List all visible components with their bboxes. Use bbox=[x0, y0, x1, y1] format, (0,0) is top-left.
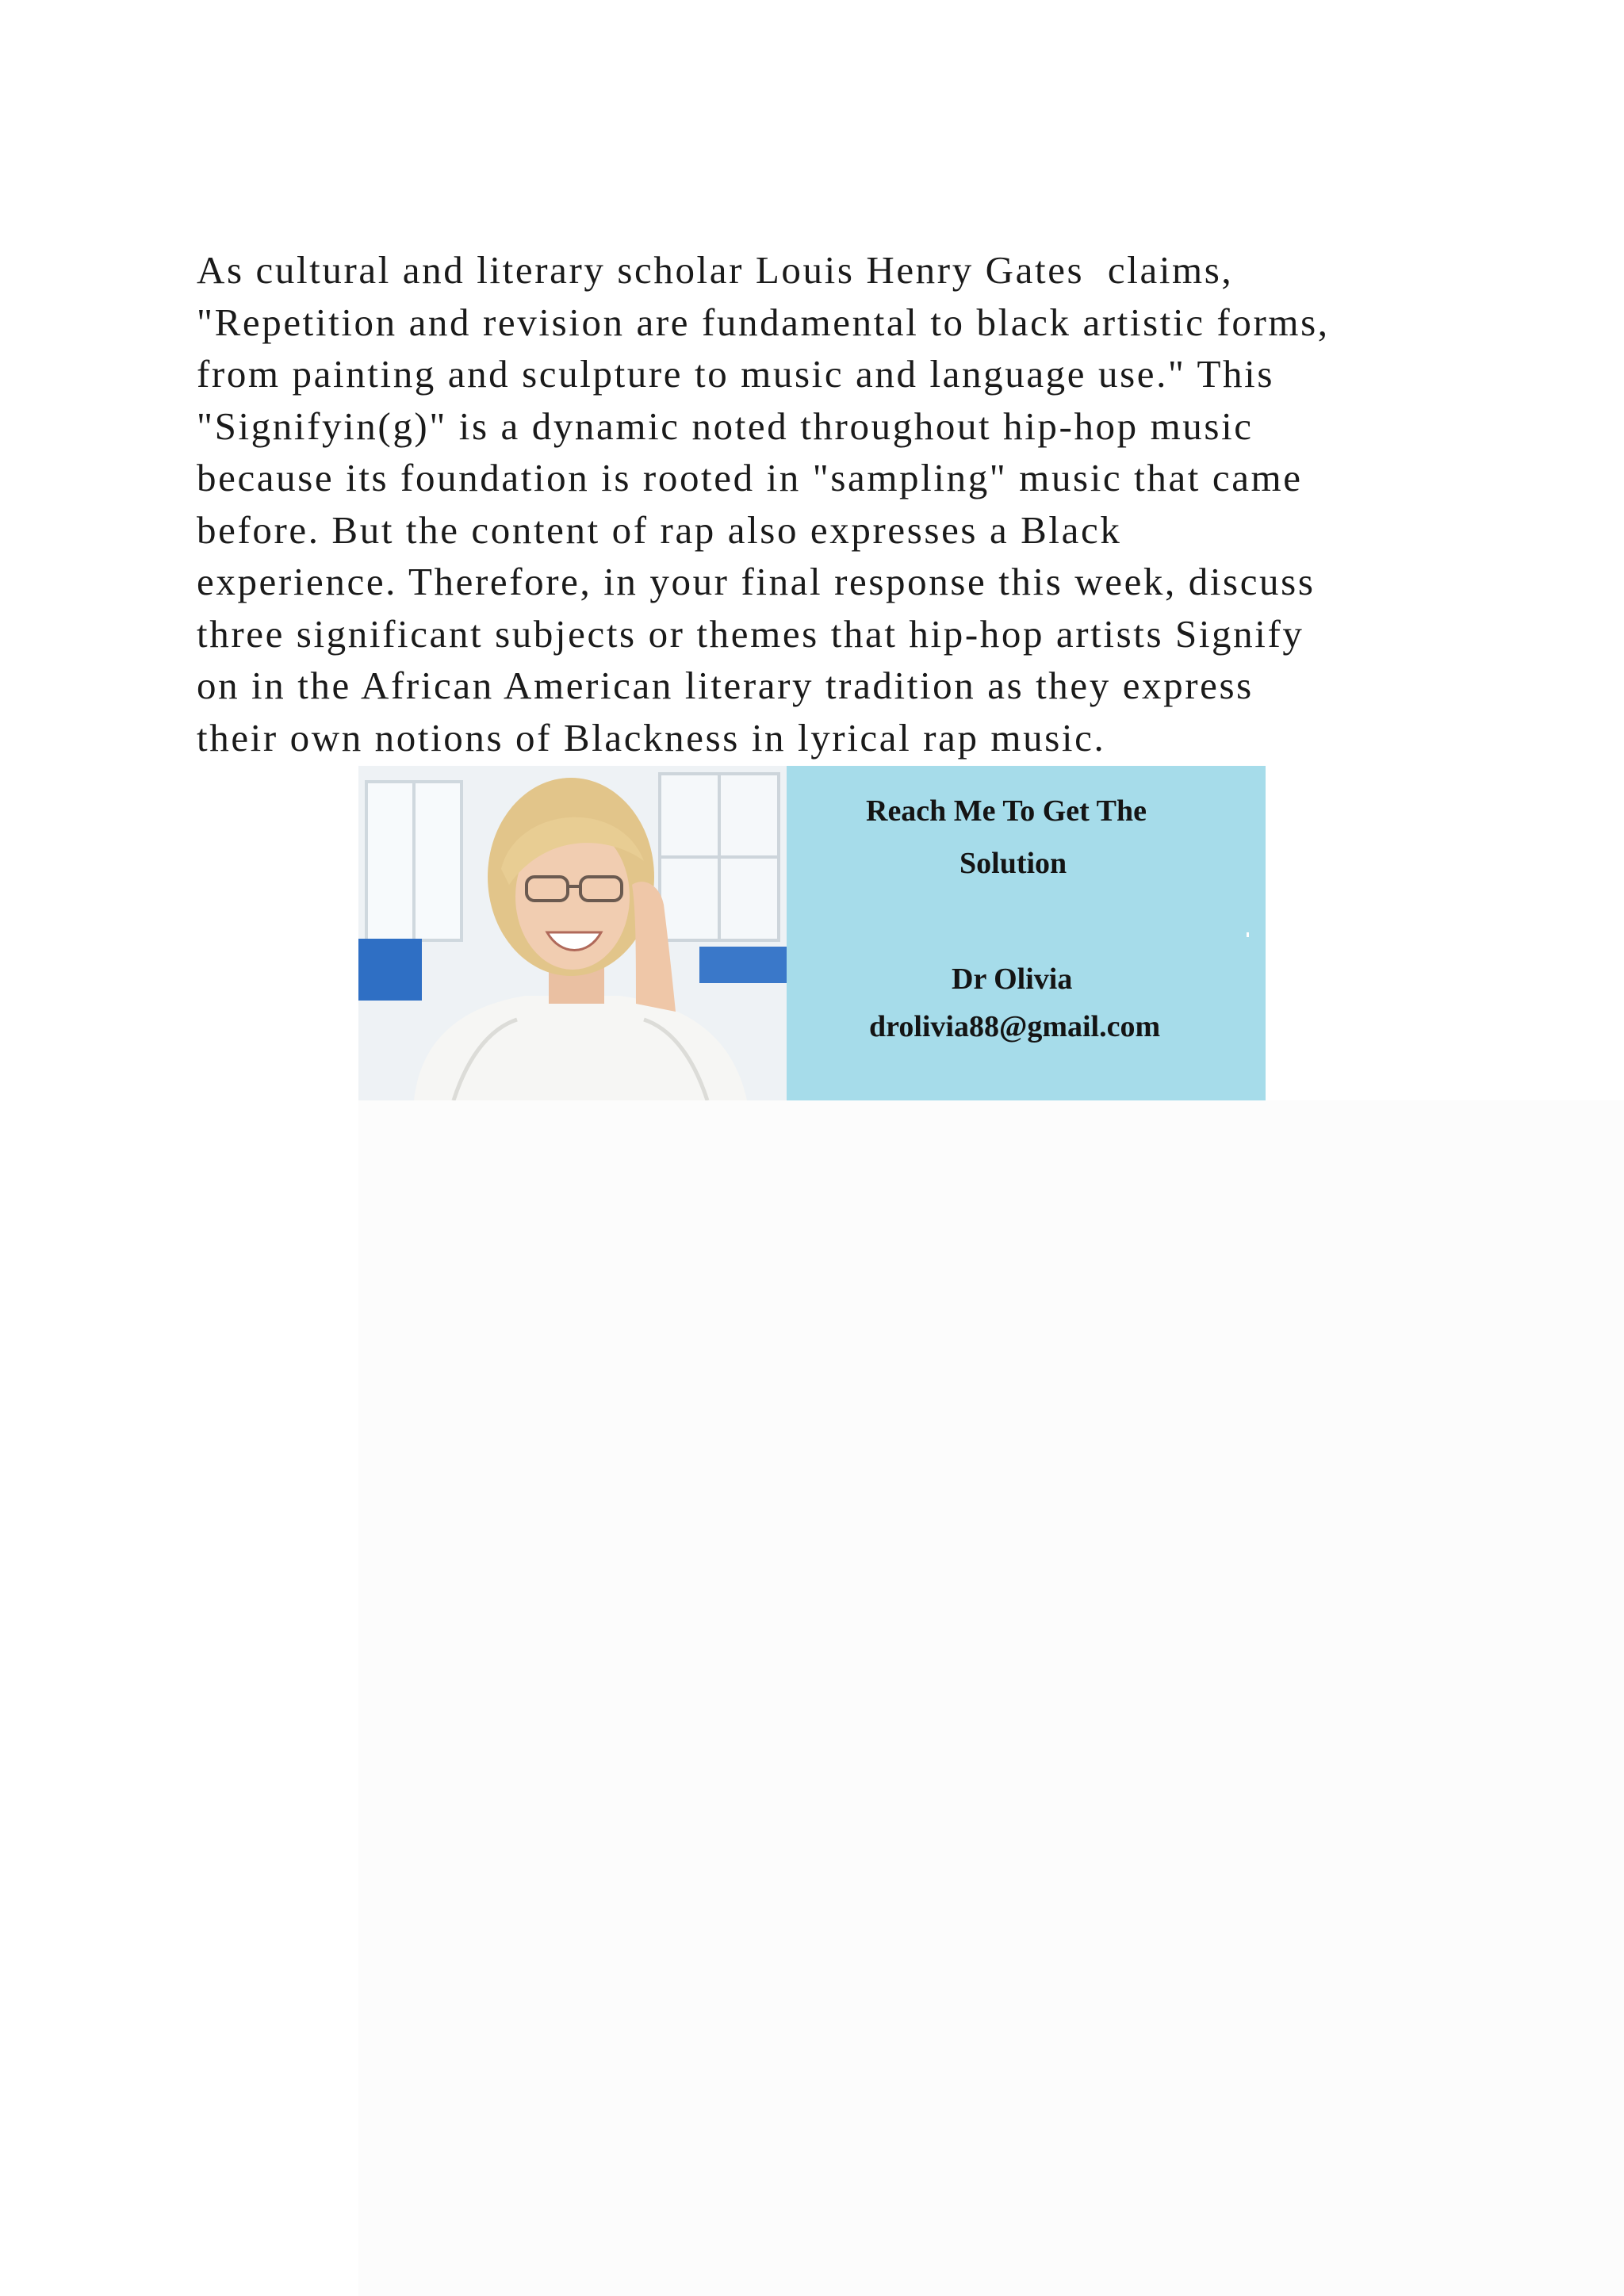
paragraph-line: "Repetition and revision are fundamental to black artistic forms, bbox=[197, 300, 1330, 344]
paragraph-line: experience. Therefore, in your final response this week, discuss bbox=[197, 560, 1316, 603]
paragraph-line: from painting and sculpture to music and language use." This bbox=[197, 352, 1275, 396]
paragraph-line: on in the African American literary tradition as they express bbox=[197, 664, 1254, 707]
cta-line-2: Solution bbox=[959, 847, 1067, 880]
contact-banner bbox=[358, 766, 1266, 1100]
cta-line-1: Reach Me To Get The bbox=[866, 794, 1147, 828]
contact-email[interactable]: drolivia88@gmail.com bbox=[869, 1010, 1161, 1043]
paragraph-line: three significant subjects or themes that hip-hop artists Signify bbox=[197, 611, 1304, 656]
contact-card bbox=[787, 766, 1266, 1100]
paragraph-line: before. But the content of rap also expresses a Black bbox=[197, 507, 1122, 552]
tutor-photo bbox=[358, 766, 787, 1100]
scan-speck bbox=[1247, 932, 1249, 937]
background-panel bbox=[358, 1100, 1624, 2296]
paragraph-line: because its foundation is rooted in "sampling" music that came bbox=[197, 456, 1303, 499]
body-paragraph bbox=[197, 244, 1450, 763]
woman-portrait-illustration bbox=[358, 766, 787, 1100]
paragraph-line: "Signifyin(g)" is a dynamic noted throughout hip-hop music bbox=[197, 404, 1254, 448]
paragraph-line: As cultural and literary scholar Louis Henry Gates claims, bbox=[197, 248, 1234, 292]
contact-name: Dr Olivia bbox=[952, 962, 1073, 996]
paragraph-line: their own notions of Blackness in lyrical rap music. bbox=[197, 715, 1106, 760]
